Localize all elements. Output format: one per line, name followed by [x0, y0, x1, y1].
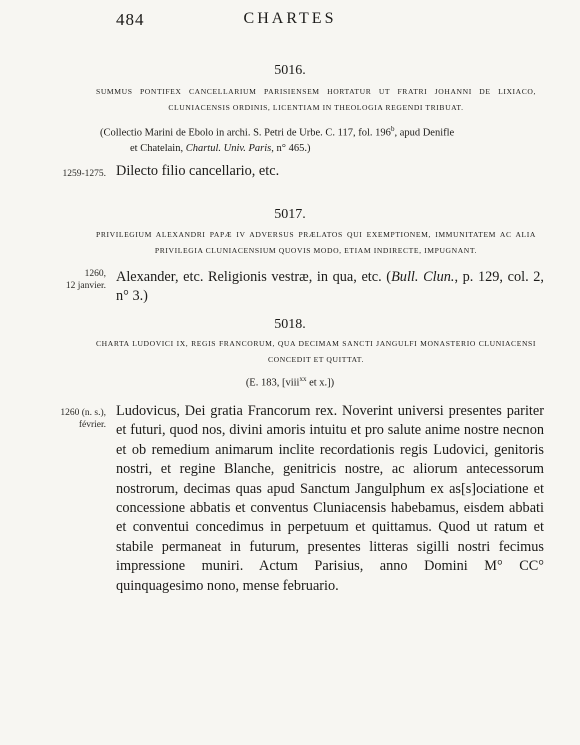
margin-date: 1259-1275.: [62, 169, 106, 179]
page-number: 484: [116, 10, 145, 29]
charter-summary: SUMMUS PONTIFEX CANCELLARIUM PARISIENSEM HORTATUR UT FRATRI JOHANNI DE LIXIACO, CLUNIACENSIS ORDINIS, LICENTIAM IN THEOLOGIA REGENDI TRIBUAT.: [96, 87, 536, 112]
text-span: Alexander, etc. Religionis vestræ, in qua, etc. (: [116, 269, 392, 285]
source-text: (Collectio Marini de Ebolo in archi. S. Petri de Urbe. C. 117, fol. 196: [100, 127, 391, 139]
charter-text: Dilecto filio cancellario, etc.: [116, 163, 280, 179]
charter-number: 5016.: [274, 63, 306, 78]
charter-number: 5017.: [274, 207, 306, 222]
margin-date-line: 1260 (n. s.),: [60, 408, 106, 418]
charter-text: Ludovicus, Dei gratia Francorum rex. Noverint universi presentes pariter et futuri, quod nos, divini amoris intuitu et pro salute anime nostre necnon et ob remedium animarum inclite recordationis regis Ludovici, genitoris nostri, et regine Blanche, genitricis nostre, ac aliorum antecessorum nostrorum, decimas quas apud Sanctum Jangulphum ex as[s]ociatione et concessione abbatis et conventus Cluniacensis habebamus, eisdem abbati et conventui concedimus in perpetuum et quittamus. Quod ut ratum et stabile permaneat in futurum, presentes litteras sigilli nostri fecimus impressione muniri. Actum Parisius, anno Domini M° CC° quinquagesimo nono, mense februario.: [116, 403, 544, 594]
source-text: (E. 183, [viii: [245, 377, 300, 389]
source-note: [0, 375, 580, 389]
margin-date: [20, 268, 106, 292]
source-text: et Chatelain,: [130, 142, 184, 154]
source-superscript: b: [390, 125, 395, 133]
running-head: CHARTES: [243, 10, 337, 27]
margin-date-line: février.: [78, 420, 106, 430]
source-superscript: xx: [299, 375, 307, 383]
source-note: [100, 122, 530, 156]
text-span: , p. 129, col. 2, n° 3.): [116, 269, 544, 305]
source-text: , apud Denifle: [394, 127, 455, 139]
source-text: , n° 465.): [271, 142, 311, 154]
margin-date-line: 1260,: [84, 269, 106, 279]
text-italic: Bull. Clun.: [391, 269, 455, 285]
source-text: et x.]): [306, 377, 335, 389]
source-italic: Chartul. Univ. Paris: [185, 142, 272, 154]
charter-summary: PRIVILEGIUM ALEXANDRI PAPÆ IV ADVERSUS PRÆLATOS QUI EXEMPTIONEM, IMMUNITATEM AC ALIA PRIVILEGIA CLUNIACENSIUM QUOVIS MODO, ETIAM INDIRECTE, IMPUGNANT.: [96, 230, 536, 255]
margin-date-line: 12 janvier.: [65, 281, 106, 291]
charter-summary: CHARTA LUDOVICI IX, REGIS FRANCORUM, QUA DECIMAM SANCTI JANGULFI MONASTERIO CLUNIACENSI CONCEDIT ET QUITTAT.: [96, 339, 536, 364]
charter-text: [116, 268, 544, 307]
charter-number: 5018.: [274, 317, 306, 332]
margin-date: [20, 407, 106, 431]
